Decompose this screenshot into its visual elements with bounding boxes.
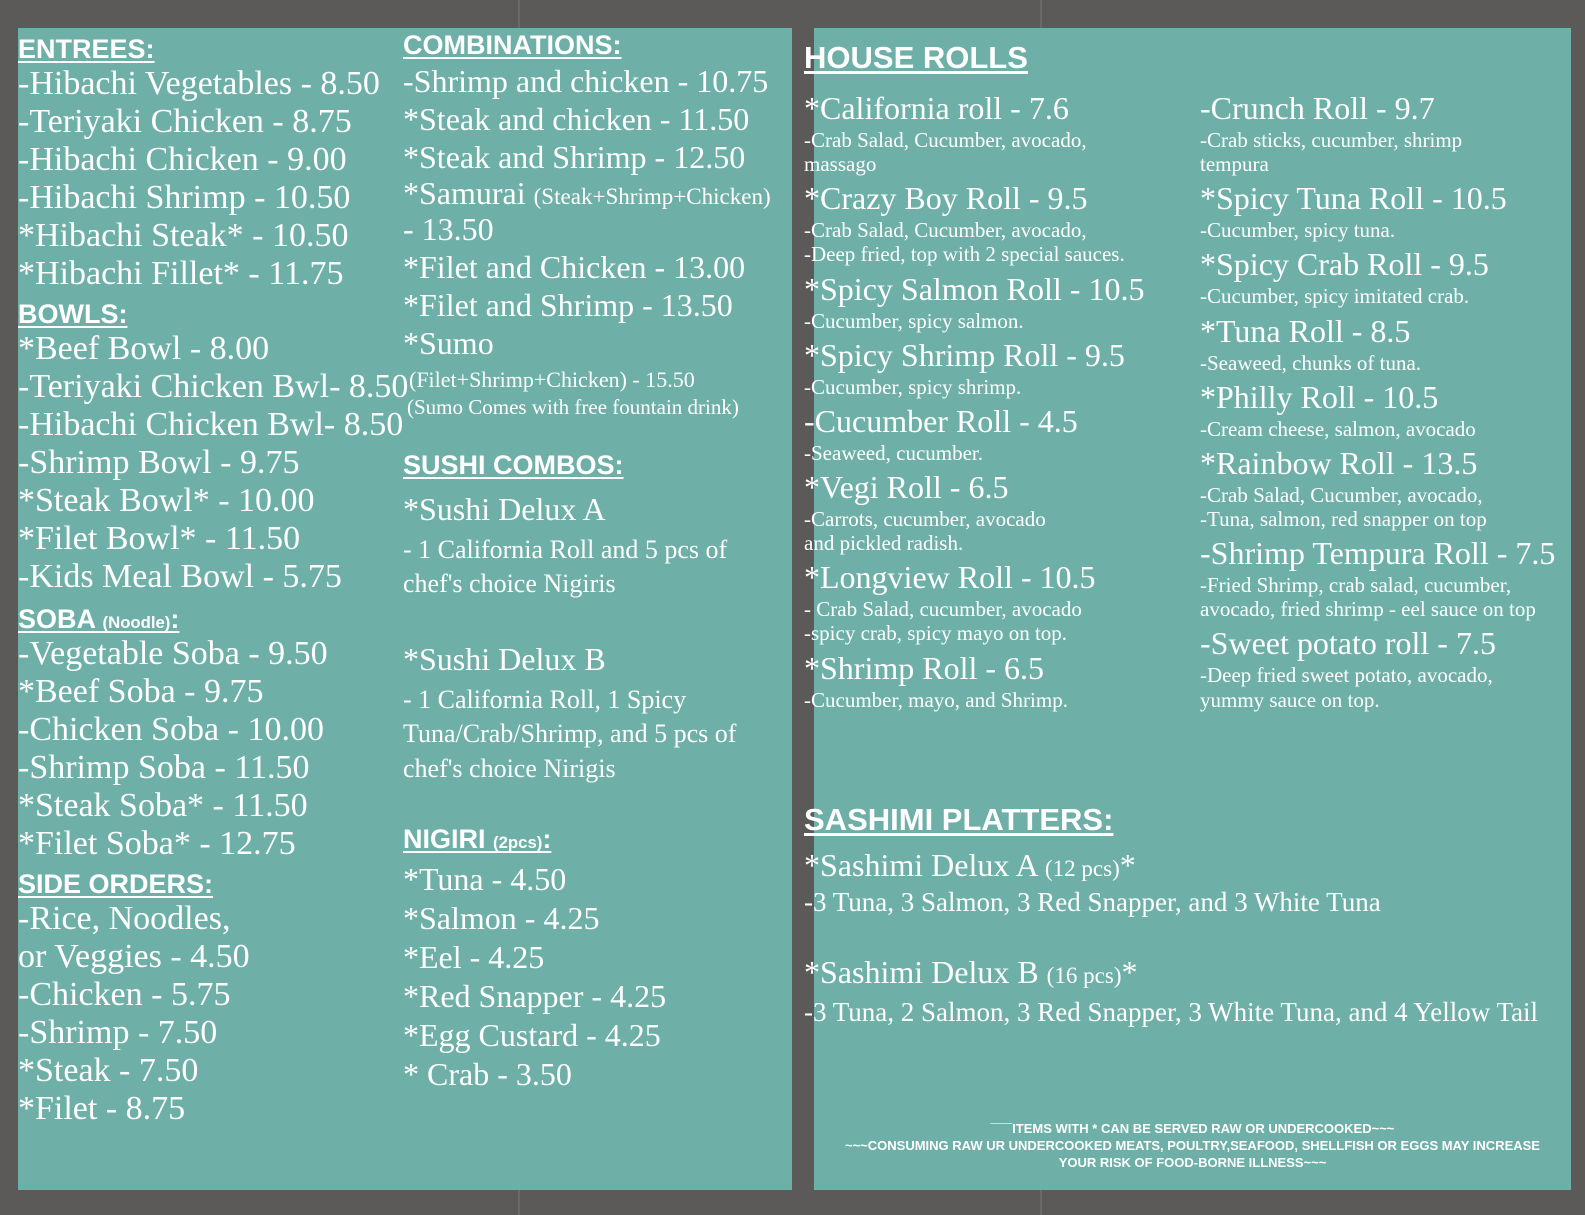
sushi-combos-heading: SUSHI COMBOS: xyxy=(403,450,624,480)
menu-item: -Hibachi Shrimp - 10.50 xyxy=(18,179,351,216)
menu-item: *Steak and chicken - 11.50 xyxy=(403,101,750,137)
menu-item: -Chicken Soba - 10.00 xyxy=(18,711,324,748)
menu-item: -Hibachi Vegetables - 8.50 xyxy=(18,65,380,102)
menu-item: -Teriyaki Chicken - 8.75 xyxy=(18,103,352,140)
menu-column-2 xyxy=(403,30,788,1093)
raw-food-warning xyxy=(814,1121,1571,1172)
roll-description: -Seaweed, cucumber. xyxy=(804,440,984,465)
side-orders-list xyxy=(18,902,398,1126)
roll-description: -Seaweed, chunks of tuna. xyxy=(1200,350,1422,375)
roll-description: -Tuna, salmon, red snapper on top xyxy=(1200,506,1487,531)
roll-description: tempura xyxy=(1200,152,1269,177)
roll-name: -Crunch Roll - 9.7 xyxy=(1200,90,1435,126)
nigiri-section xyxy=(403,824,788,1093)
roll-description: -Cucumber, spicy shrimp. xyxy=(804,374,1022,399)
roll-description: -Cucumber, spicy tuna. xyxy=(1200,218,1396,243)
combinations-list-2 xyxy=(403,251,788,321)
menu-item: -Shrimp and chicken - 10.75 xyxy=(403,63,769,99)
entrees-section xyxy=(18,36,398,291)
warning-line-3: YOUR RISK OF FOOD-BORNE ILLNESS~~~ xyxy=(1058,1154,1327,1170)
menu-item: *Salmon - 4.25 xyxy=(403,900,600,937)
entrees-list xyxy=(18,67,398,291)
menu-item: -Rice, Noodles, xyxy=(18,900,231,937)
menu-item: -Hibachi Chicken Bwl- 8.50 xyxy=(18,406,404,443)
entrees-heading: ENTREES: xyxy=(18,34,155,64)
soba-list xyxy=(18,637,398,861)
roll-description: -Deep fried sweet potato, avocado, xyxy=(1200,663,1493,688)
roll-description: -Crab Salad, Cucumber, avocado, xyxy=(1200,482,1483,507)
roll-description: -spicy crab, spicy mayo on top. xyxy=(804,621,1068,646)
soba-section xyxy=(18,606,398,861)
sashimi-delux-a-desc: -3 Tuna, 3 Salmon, 3 Red Snapper, and 3 White Tuna xyxy=(804,887,1381,917)
menu-item: -Vegetable Soba - 9.50 xyxy=(18,635,328,672)
roll-description: yummy sauce on top. xyxy=(1200,687,1380,712)
roll-item xyxy=(804,182,1194,266)
roll-name: -Sweet potato roll - 7.5 xyxy=(1200,625,1496,662)
roll-item xyxy=(1200,248,1570,308)
side-orders-section xyxy=(18,871,398,1126)
roll-name: *Tuna Roll - 8.5 xyxy=(1200,312,1411,349)
roll-item xyxy=(1200,537,1570,621)
sushi-delux-a: *Sushi Delux A xyxy=(403,491,606,527)
roll-name: *Philly Roll - 10.5 xyxy=(1200,378,1439,415)
combinations-list xyxy=(403,65,788,173)
menu-item: -Hibachi Chicken - 9.00 xyxy=(18,141,347,178)
menu-item: *Hibachi Steak* - 10.50 xyxy=(18,217,349,254)
menu-item: * Crab - 3.50 xyxy=(403,1056,572,1093)
soba-heading: SOBA (Noodle): xyxy=(18,604,180,634)
menu-item: -Shrimp - 7.50 xyxy=(18,1014,218,1051)
house-rolls-left-column xyxy=(804,92,1194,718)
bowls-list xyxy=(18,330,409,595)
sumo-note: (Sumo Comes with free fountain drink) xyxy=(407,395,739,419)
roll-name: -Shrimp Tempura Roll - 7.5 xyxy=(1200,535,1556,572)
roll-name: *Spicy Salmon Roll - 10.5 xyxy=(804,270,1145,307)
roll-item xyxy=(1200,378,1570,441)
sushi-combos-section xyxy=(403,452,788,786)
menu-item: *Tuna - 4.50 xyxy=(403,861,567,898)
roll-item xyxy=(804,402,1194,465)
roll-item xyxy=(804,336,1194,399)
sushi-delux-a-desc: - 1 California Roll and 5 pcs of chef's choice Nigiris xyxy=(403,535,728,598)
menu-item: -Shrimp Soba - 11.50 xyxy=(18,749,310,786)
menu-item: *Eel - 4.25 xyxy=(403,939,545,976)
roll-name: *Longview Roll - 10.5 xyxy=(804,559,1096,596)
roll-name: *Spicy Crab Roll - 9.5 xyxy=(1200,246,1489,283)
sashimi-section xyxy=(804,804,1544,1030)
menu-item: or Veggies - 4.50 xyxy=(18,938,250,975)
menu-item: -Chicken - 5.75 xyxy=(18,976,231,1013)
menu-item: *Filet Bowl* - 11.50 xyxy=(18,520,301,557)
menu-item: *Steak Bowl* - 10.00 xyxy=(18,482,315,519)
sumo-item: *Sumo xyxy=(403,325,494,361)
roll-name: *Vegi Roll - 6.5 xyxy=(804,468,1009,505)
bowls-heading: BOWLS: xyxy=(18,299,128,329)
menu-item: *Egg Custard - 4.25 xyxy=(403,1017,661,1054)
combinations-heading: COMBINATIONS: xyxy=(403,30,622,60)
roll-description: massago xyxy=(804,152,877,177)
menu-item: -Teriyaki Chicken Bwl- 8.50 xyxy=(18,368,409,405)
roll-description: - Crab Salad, cucumber, avocado xyxy=(804,597,1082,622)
roll-item xyxy=(804,649,1194,712)
menu-item: *Hibachi Fillet* - 11.75 xyxy=(18,255,344,292)
roll-item xyxy=(804,92,1194,176)
roll-description: -Carrots, cucumber, avocado xyxy=(804,506,1046,531)
roll-item xyxy=(1200,444,1570,531)
samurai-item: *Samurai (Steak+Shrimp+Chicken) xyxy=(403,175,771,211)
combinations-section xyxy=(403,32,788,418)
roll-item xyxy=(1200,312,1570,375)
roll-item xyxy=(1200,627,1570,711)
sushi-delux-b-desc: - 1 California Roll, 1 Spicy Tuna/Crab/Shrimp, and 5 pcs of chef's choice Nirigis xyxy=(403,684,737,783)
left-menu-panel xyxy=(18,28,792,1190)
menu-item: *Filet - 8.75 xyxy=(18,1090,186,1127)
sashimi-delux-b: *Sashimi Delux B (16 pcs)* xyxy=(804,954,1138,990)
roll-description: -Cucumber, mayo, and Shrimp. xyxy=(804,687,1068,712)
menu-item: *Filet and Chicken - 13.00 xyxy=(403,249,746,285)
roll-name: *Rainbow Roll - 13.5 xyxy=(1200,444,1478,481)
side-orders-heading: SIDE ORDERS: xyxy=(18,869,214,899)
roll-description: -Crab Salad, Cucumber, avocado, xyxy=(804,218,1087,243)
roll-description: -Deep fried, top with 2 special sauces. xyxy=(804,242,1125,267)
sashimi-delux-a: *Sashimi Delux A (12 pcs)* xyxy=(804,847,1136,883)
roll-description: avocado, fried shrimp - eel sauce on top xyxy=(1200,597,1536,622)
roll-name: *Spicy Shrimp Roll - 9.5 xyxy=(804,336,1125,373)
sashimi-heading: SASHIMI PLATTERS: xyxy=(804,802,1114,837)
right-menu-panel xyxy=(804,28,1571,1190)
nigiri-heading: NIGIRI (2pcs): xyxy=(403,824,552,855)
roll-name: *Shrimp Roll - 6.5 xyxy=(804,649,1045,686)
warning-line-1: ¯¯¯ITEMS WITH * CAN BE SERVED RAW OR UNDERCOOKED~~~ xyxy=(990,1121,1395,1136)
roll-description: -Fried Shrimp, crab salad, cucumber, xyxy=(1200,573,1512,598)
samurai-price: - 13.50 xyxy=(403,211,494,247)
sushi-delux-b: *Sushi Delux B xyxy=(403,640,606,677)
warning-line-2: ~~~CONSUMING RAW UR UNDERCOOKED MEATS, POULTRY,SEAFOOD, SHELLFISH OR EGGS MAY INCREASE xyxy=(845,1137,1540,1153)
nigiri-list xyxy=(403,861,788,1093)
roll-name: *Crazy Boy Roll - 9.5 xyxy=(804,180,1088,217)
roll-description: -Crab Salad, Cucumber, avocado, xyxy=(804,128,1087,152)
roll-item xyxy=(804,561,1194,645)
roll-description: -Cucumber, spicy salmon. xyxy=(804,308,1024,333)
roll-description: and pickled radish. xyxy=(804,531,964,556)
roll-item xyxy=(1200,182,1570,242)
roll-item xyxy=(804,468,1194,556)
house-rolls-heading: HOUSE ROLLS xyxy=(804,40,1028,75)
menu-item: -Kids Meal Bowl - 5.75 xyxy=(18,558,342,595)
menu-item: *Red Snapper - 4.25 xyxy=(403,978,667,1015)
menu-item: *Filet Soba* - 12.75 xyxy=(18,825,296,862)
menu-item: *Steak Soba* - 11.50 xyxy=(18,787,308,824)
roll-name: -Cucumber Roll - 4.5 xyxy=(804,402,1078,439)
roll-name: *California roll - 7.6 xyxy=(804,90,1069,126)
bowls-section xyxy=(18,299,409,595)
house-rolls-right-column xyxy=(1200,92,1570,718)
menu-item: *Steak - 7.50 xyxy=(18,1052,199,1089)
roll-name: *Spicy Tuna Roll - 10.5 xyxy=(1200,180,1507,217)
menu-item: -Shrimp Bowl - 9.75 xyxy=(18,444,300,481)
roll-description: -Crab sticks, cucumber, shrimp xyxy=(1200,128,1463,152)
menu-item: *Beef Soba - 9.75 xyxy=(18,673,264,710)
menu-item: *Filet and Shrimp - 13.50 xyxy=(403,287,733,323)
roll-description: -Cream cheese, salmon, avocado xyxy=(1200,416,1476,441)
menu-item: *Steak and Shrimp - 12.50 xyxy=(403,139,746,175)
sumo-detail: (Filet+Shrimp+Chicken) - 15.50 xyxy=(409,367,695,392)
menu-item: *Beef Bowl - 8.00 xyxy=(18,330,270,367)
menu-column-1 xyxy=(18,34,409,1127)
sashimi-delux-b-desc: -3 Tuna, 2 Salmon, 3 Red Snapper, 3 White Tuna, and 4 Yellow Tail xyxy=(804,997,1539,1027)
roll-item xyxy=(804,270,1194,333)
roll-description: -Cucumber, spicy imitated crab. xyxy=(1200,284,1470,309)
roll-item xyxy=(1200,92,1570,176)
house-rolls-section xyxy=(804,42,1564,73)
